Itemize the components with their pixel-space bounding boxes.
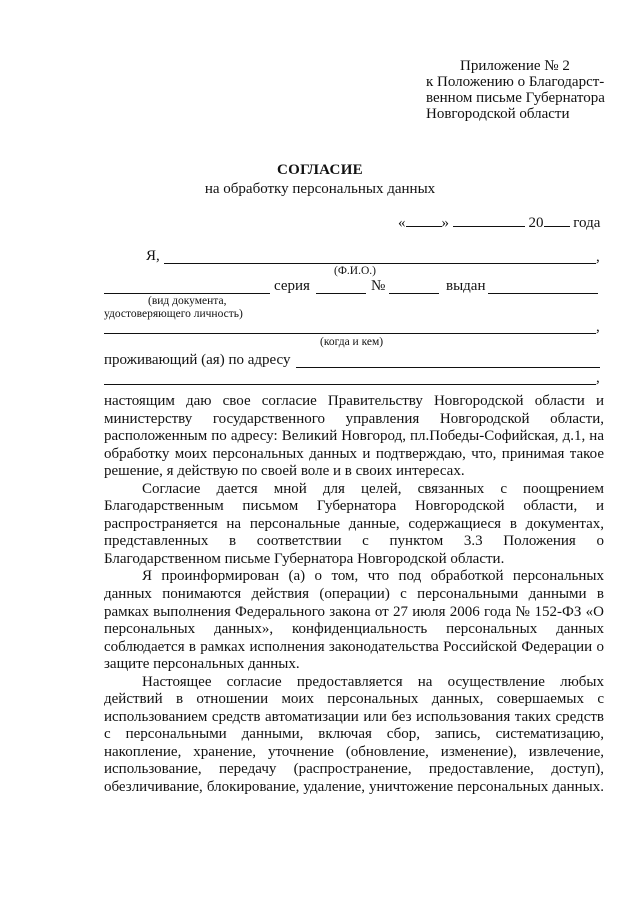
i-label: Я, [146,248,160,264]
issued-field[interactable] [488,293,598,294]
when-hint: (когда и кем) [320,336,384,348]
document-title: СОГЛАСИЕ [277,162,363,178]
series-field[interactable] [316,293,366,294]
date-close-quote: » [441,215,449,231]
month-field[interactable] [453,213,525,227]
appendix-block [426,58,605,122]
document-subtitle: на обработку персональных данных [204,181,436,197]
fio-hint: (Ф.И.О.) [334,265,376,277]
day-field[interactable] [406,213,442,227]
year-field[interactable] [544,213,570,227]
appendix-title: Приложение № 2 [460,58,570,74]
date-line [398,213,600,232]
date-open-quote: « [398,215,406,231]
number-field[interactable] [389,293,439,294]
document-hint-1: (вид документа, [148,295,227,307]
paragraph-1: настоящим даю свое согласие Правительству Новгородской области и министерству государственного управления Новгородской области, расположенным по адресу: Великий Новгород, пл.Победы-Софийская, д.1, на обработку моих персональных данных и подтверждаю, что, принимая такое решение, я действую по своей воле и в своих интересах. [104,393,604,480]
fio-comma: , [596,249,600,265]
address-comma: , [596,370,600,386]
paragraph-4: Настоящее согласие предоставляется на осуществление любых действий в отношении моих персональных данных, совершаемых с использованием средств автоматизации или без использования таких средств с персональными данными, включая сбор, запись, систематизацию, накопление, хранение, уточнение (обновление, изменение), извлечение, использование, передачу (распространение, предоставление, доступ), обезличивание, блокирование, удаление, уничтожение персональных данных. [104,673,604,796]
paragraph-3: Я проинформирован (а) о том, что под обработкой персональных данных понимаются действия (операции) с персональными данными в рамках выполнения Федерального закона от 27 июля 2006 года № 152-ФЗ «О персональных данных», конфиденциальность персональных данных соблюдается в рамках исполнения законодательства Российской Федерации о защите персональных данных. [104,568,604,673]
issued-label: выдан [446,278,486,294]
document-hint-2: удостоверяющего личность) [104,308,243,320]
date-century: 20 [528,215,544,231]
issued-by-comma: , [596,319,600,335]
address-label: проживающий (ая) по адресу [104,352,291,368]
number-label: № [371,278,386,294]
appendix-line-1: к Положению о Благодарст- [426,74,605,90]
appendix-line-3: Новгородской области [426,106,570,122]
appendix-line-2: венном письме Губернатора [426,90,605,106]
document-type-field[interactable] [104,293,270,294]
consent-body [104,393,604,797]
issued-by-field[interactable] [104,333,596,334]
date-year-word: года [573,215,601,231]
address-field[interactable] [296,367,600,368]
series-label: серия [274,278,310,294]
fio-field[interactable] [164,263,596,264]
address-field-2[interactable] [104,384,596,385]
paragraph-2: Согласие дается мной для целей, связанных с поощрением Благодарственным письмом Губернатора Новгородской области, и распространяется на персональные данные, содержащиеся в документах, представленных в соответствии с пунктом 3.3 Положения о Благодарственном письме Губернатора Новгородской области. [104,480,604,567]
